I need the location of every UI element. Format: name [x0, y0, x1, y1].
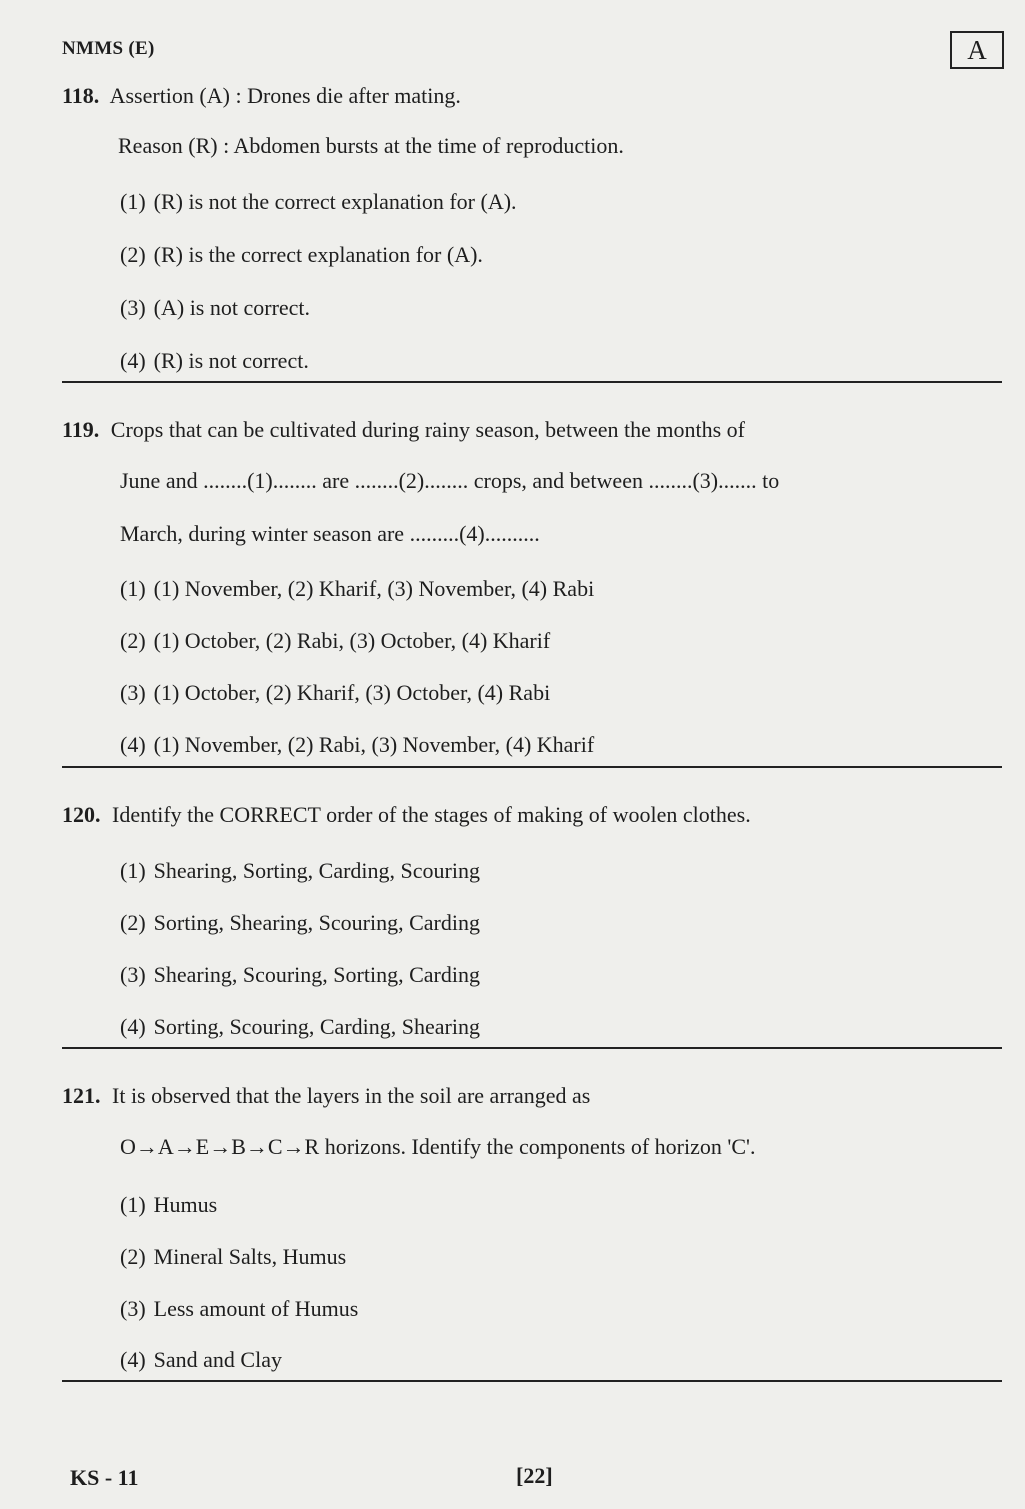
option-number: (4)	[120, 732, 146, 757]
divider	[62, 766, 1002, 768]
option-4	[120, 1014, 480, 1040]
question-text: March, during winter season are .........(4)..........	[120, 521, 540, 546]
option-text: (R) is the correct explanation for (A).	[153, 242, 483, 267]
question-text: O→A→E→B→C→R horizons. Identify the components of horizon 'C'.	[120, 1134, 756, 1159]
option-text: (A) is not correct.	[153, 295, 311, 320]
question-line	[62, 1083, 590, 1109]
option-text: Shearing, Scouring, Sorting, Carding	[153, 962, 480, 987]
option-3	[120, 680, 550, 706]
option-text: (1) November, (2) Kharif, (3) November, (4) Rabi	[153, 576, 595, 601]
option-text: Less amount of Humus	[153, 1296, 359, 1321]
option-number: (1)	[120, 189, 146, 214]
option-number: (2)	[120, 910, 146, 935]
divider	[62, 1380, 1002, 1382]
question-number: 120.	[62, 802, 101, 827]
question-text: It is observed that the layers in the soil are arranged as	[112, 1083, 591, 1108]
question-line	[62, 417, 745, 443]
option-number: (1)	[120, 1192, 146, 1217]
divider	[62, 1047, 1002, 1049]
question-text: Reason (R) : Abdomen bursts at the time of reproduction.	[118, 133, 624, 158]
option-number: (4)	[120, 348, 146, 373]
option-1	[120, 189, 517, 215]
question-text: Assertion (A) : Drones die after mating.	[109, 83, 461, 108]
option-number: (3)	[120, 680, 146, 705]
option-text: Humus	[153, 1192, 218, 1217]
question-number: 118.	[62, 83, 100, 108]
question-number: 121.	[62, 1083, 101, 1108]
option-text: (1) October, (2) Kharif, (3) October, (4) Rabi	[153, 680, 551, 705]
option-number: (4)	[120, 1347, 146, 1372]
option-number: (1)	[120, 858, 146, 883]
option-text: (R) is not correct.	[153, 348, 309, 373]
option-number: (2)	[120, 628, 146, 653]
option-2	[120, 1244, 346, 1270]
question-text: Crops that can be cultivated during rainy season, between the months of	[110, 417, 745, 442]
option-2	[120, 242, 483, 268]
option-text: Sorting, Shearing, Scouring, Carding	[153, 910, 480, 935]
option-number: (1)	[120, 576, 146, 601]
question-text: June and ........(1)........ are ........(2)........ crops, and between ........(3)....... to	[120, 468, 780, 493]
option-text: Sorting, Scouring, Carding, Shearing	[153, 1014, 480, 1039]
divider	[62, 381, 1002, 383]
option-text: (R) is not the correct explanation for (A).	[153, 189, 517, 214]
option-number: (2)	[120, 1244, 146, 1269]
option-1	[120, 858, 480, 884]
option-4	[120, 732, 594, 758]
option-number: (3)	[120, 1296, 146, 1321]
page-number: [22]	[516, 1463, 553, 1488]
option-3	[120, 295, 310, 321]
question-line	[62, 802, 751, 828]
option-number: (3)	[120, 962, 146, 987]
option-3	[120, 1296, 358, 1322]
option-4	[120, 1347, 282, 1373]
option-text: Sand and Clay	[153, 1347, 282, 1372]
question-line	[62, 83, 461, 109]
option-text: Mineral Salts, Humus	[153, 1244, 347, 1269]
option-number: (3)	[120, 295, 146, 320]
question-number: 119.	[62, 417, 100, 442]
booklet-code: KS - 11	[70, 1465, 139, 1490]
option-1	[120, 576, 594, 602]
question-text: Identify the CORRECT order of the stages of making of woolen clothes.	[112, 802, 751, 827]
option-1	[120, 1192, 217, 1218]
option-number: (4)	[120, 1014, 146, 1039]
option-number: (2)	[120, 242, 146, 267]
option-2	[120, 628, 550, 654]
option-3	[120, 962, 480, 988]
exam-title: NMMS (E)	[62, 38, 155, 59]
option-text: (1) November, (2) Rabi, (3) November, (4) Kharif	[153, 732, 595, 757]
set-badge: A	[950, 31, 1004, 69]
option-text: (1) October, (2) Rabi, (3) October, (4) Kharif	[153, 628, 551, 653]
option-2	[120, 910, 480, 936]
option-4	[120, 348, 309, 374]
option-text: Shearing, Sorting, Carding, Scouring	[153, 858, 480, 883]
